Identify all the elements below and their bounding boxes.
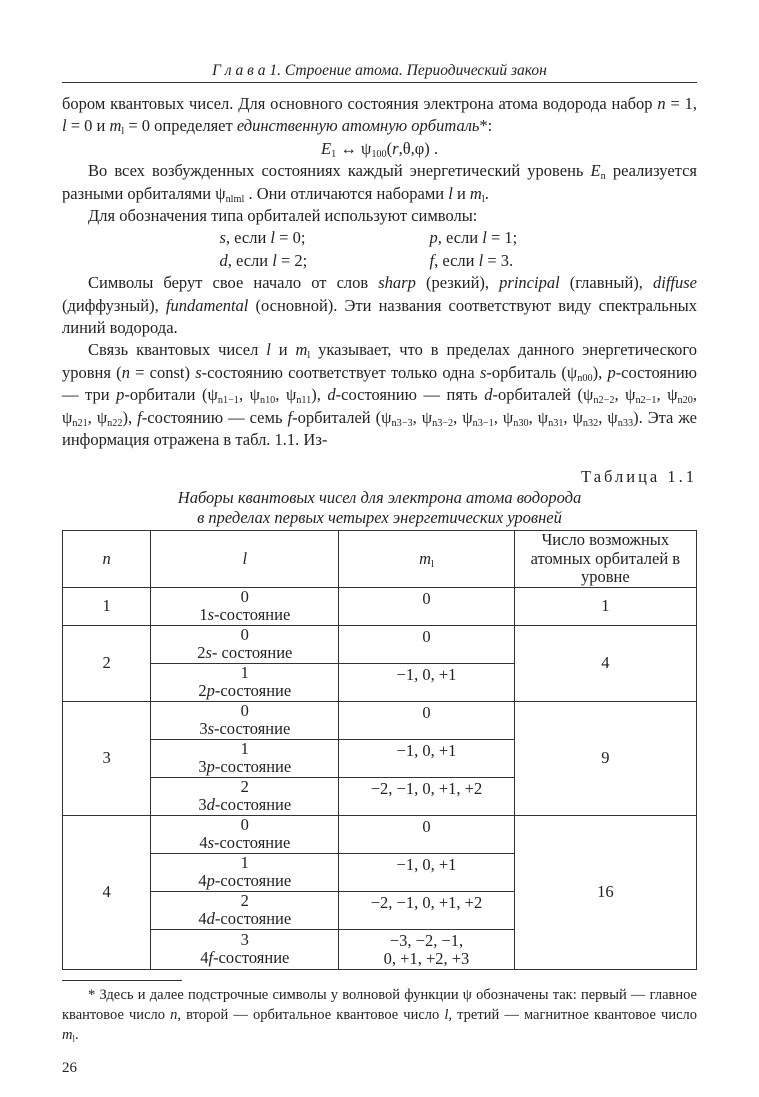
column-header bbox=[514, 530, 696, 587]
cell-ml bbox=[339, 929, 514, 969]
running-header: Г л а в а 1. Строение атома. Периодический закон bbox=[212, 62, 547, 79]
ml-line: −1, 0, +1 bbox=[396, 740, 457, 760]
subscript: n30 bbox=[513, 417, 529, 429]
l-value: 0 bbox=[240, 700, 249, 720]
state-label bbox=[155, 758, 334, 777]
italic-run: l bbox=[448, 183, 453, 203]
ml-line: 0, +1, +2, +3 bbox=[383, 949, 470, 969]
text-run: ↔ ψ bbox=[336, 138, 372, 158]
table-row bbox=[63, 625, 697, 663]
text-run: и bbox=[270, 340, 296, 360]
italic-run: m bbox=[62, 1026, 73, 1043]
text-run: бором квантовых чисел. Для основного состояния электрона атома водорода набор bbox=[62, 94, 658, 113]
text-run: , ψ bbox=[238, 385, 260, 405]
text-run: = 3. bbox=[483, 250, 514, 270]
l-value: 1 bbox=[240, 738, 249, 758]
text-run: Число возможных атомных орбиталей в уровне bbox=[530, 530, 681, 587]
italic-run: p bbox=[206, 681, 215, 701]
italic-run: n bbox=[170, 1006, 178, 1023]
text-run: Во всех возбужденных состояниях каждый энергетический уровень bbox=[88, 161, 591, 181]
italic-run: d bbox=[327, 385, 336, 405]
italic-run: s bbox=[195, 362, 202, 382]
l-value: 0 bbox=[240, 586, 249, 606]
subscript: 100 bbox=[371, 148, 387, 160]
quantum-numbers-table bbox=[62, 530, 697, 970]
text-run: = 0; bbox=[275, 228, 306, 248]
page-number: 26 bbox=[62, 1059, 77, 1076]
subscript: l bbox=[307, 350, 311, 362]
italic-run: f bbox=[208, 948, 214, 968]
subscript: n2−2 bbox=[593, 395, 615, 407]
italic-run: p bbox=[607, 362, 616, 382]
italic-run: s bbox=[219, 228, 226, 248]
text-run: 1 bbox=[199, 605, 208, 625]
italic-run: единственную атомную орбиталь bbox=[236, 116, 480, 136]
state-label bbox=[155, 910, 334, 929]
orbital-symbol bbox=[430, 227, 580, 249]
table-row bbox=[63, 815, 697, 853]
cell-orbital-count: 16 bbox=[514, 815, 696, 969]
l-value: 2 bbox=[240, 776, 249, 796]
italic-run: p bbox=[206, 871, 215, 891]
italic-run: l bbox=[62, 116, 67, 136]
text-run: 2 bbox=[197, 643, 206, 663]
cell-n: 1 bbox=[63, 587, 151, 625]
cell-ml bbox=[339, 587, 514, 625]
italic-run: E bbox=[321, 138, 332, 158]
text-run: 3 bbox=[199, 719, 208, 739]
state-label bbox=[155, 644, 334, 663]
state-label bbox=[155, 796, 334, 815]
text-run: ), bbox=[311, 385, 328, 405]
table-row bbox=[63, 701, 697, 739]
text-run: указывает, что в пределах данного энергетического уровня ( bbox=[62, 340, 697, 382]
italic-run: d bbox=[484, 385, 493, 405]
l-value: 0 bbox=[240, 814, 249, 834]
subscript: n10 bbox=[259, 395, 276, 407]
text-run: Связь квантовых чисел bbox=[88, 340, 267, 360]
text-run: , ψ bbox=[275, 385, 297, 405]
italic-run: s bbox=[207, 605, 214, 625]
italic-run: p bbox=[429, 228, 438, 248]
cell-ml bbox=[339, 815, 514, 853]
text-run: -состояние bbox=[214, 757, 292, 777]
text-run: 4 bbox=[198, 909, 207, 929]
text-run: (диффузный), bbox=[62, 295, 166, 315]
text-run: * Здесь и далее подстрочные символы у волновой функции ψ обозначены так: первый — главное квантовое число bbox=[62, 986, 697, 1023]
text-run: реализуется разными орбиталями ψ bbox=[62, 161, 697, 203]
subscript: n bbox=[600, 171, 606, 183]
cell-l bbox=[151, 739, 339, 777]
text-run: - состояние bbox=[211, 643, 293, 663]
italic-run: d bbox=[219, 250, 228, 270]
ml-line: −1, 0, +1 bbox=[396, 664, 457, 684]
text-run: . bbox=[74, 1026, 79, 1043]
italic-run: m bbox=[109, 116, 122, 136]
state-label bbox=[155, 834, 334, 853]
italic-run: l bbox=[478, 250, 484, 270]
ml-line: −2, −1, 0, +1, +2 bbox=[370, 892, 483, 912]
paragraph bbox=[62, 138, 697, 160]
cell-n: 4 bbox=[63, 815, 151, 969]
text-run: , если bbox=[434, 250, 479, 270]
state-label bbox=[155, 606, 334, 625]
ml-line: −2, −1, 0, +1, +2 bbox=[370, 778, 483, 798]
italic-run: n bbox=[102, 548, 111, 568]
text-run: = 1, bbox=[665, 94, 697, 113]
text-run: -состояние bbox=[214, 795, 292, 815]
text-run: , ψ bbox=[62, 385, 697, 427]
text-run: ). Эта же информация отражена в табл. 1.1. Из- bbox=[62, 407, 697, 450]
text-run: = 2; bbox=[276, 250, 308, 270]
text-run: , если bbox=[225, 228, 271, 248]
subscript: n20 bbox=[677, 395, 693, 407]
subscript: n22 bbox=[107, 417, 123, 429]
italic-run: s bbox=[205, 643, 212, 663]
italic-run: m bbox=[469, 183, 482, 203]
subscript: n1−1 bbox=[217, 395, 239, 407]
subscript: n33 bbox=[617, 417, 634, 429]
text-run: , ψ bbox=[453, 407, 473, 427]
text-run: = 0 и bbox=[66, 116, 110, 136]
text-run: -состояние bbox=[214, 871, 292, 891]
table-row bbox=[63, 587, 697, 625]
italic-run: s bbox=[207, 833, 214, 853]
text-run: 3 bbox=[198, 757, 207, 777]
table-caption-line-1: Наборы квантовых чисел для электрона атома водорода bbox=[177, 487, 582, 507]
text-run: = 1; bbox=[486, 228, 518, 248]
l-value: 1 bbox=[240, 852, 249, 872]
text-run: -состояние bbox=[213, 719, 291, 739]
cell-l bbox=[151, 587, 339, 625]
text-run: , ψ bbox=[412, 407, 433, 427]
text-run: Для обозначения типа орбиталей используют символы: bbox=[88, 206, 478, 226]
text-run: ), bbox=[592, 362, 608, 382]
page-body bbox=[62, 0, 697, 1097]
italic-run: f bbox=[137, 407, 142, 427]
italic-run: principal bbox=[499, 273, 560, 293]
cell-ml bbox=[339, 853, 514, 891]
italic-run: f bbox=[429, 250, 435, 270]
orbital-symbols-list bbox=[62, 227, 697, 272]
italic-run: f bbox=[287, 407, 293, 427]
text-run: ), bbox=[122, 407, 138, 427]
cell-ml bbox=[339, 739, 514, 777]
subscript: l bbox=[431, 558, 434, 570]
text-run: , ψ bbox=[87, 407, 108, 427]
subscript: nlm bbox=[225, 193, 242, 205]
text-run: 2 bbox=[198, 681, 207, 701]
subscript: l bbox=[72, 1033, 75, 1044]
text-run: 3 bbox=[198, 795, 207, 815]
text-run: ,θ,φ) . bbox=[398, 138, 438, 158]
ml-line: 0 bbox=[422, 626, 431, 646]
cell-l bbox=[151, 663, 339, 701]
ml-line: −3, −2, −1, bbox=[389, 930, 464, 950]
text-run: (основной). Эти названия соответствуют виду спектральных линий водорода. bbox=[62, 295, 697, 338]
italic-run: p bbox=[206, 757, 215, 777]
cell-ml bbox=[339, 777, 514, 815]
text-run: = 0 определяет bbox=[124, 116, 237, 136]
text-run: , второй — орбитальное квантовое число bbox=[177, 1006, 445, 1023]
state-label bbox=[155, 872, 334, 891]
text-run: . Они отличаются наборами bbox=[244, 183, 449, 203]
cell-ml bbox=[339, 891, 514, 929]
text-run: -состоянию — пять bbox=[335, 385, 485, 405]
text-run: , третий — магнитное квантовое число bbox=[448, 1006, 697, 1023]
text-run: -состояние bbox=[213, 605, 291, 625]
table-caption-line-2: в пределах первых четырех энергетических уровней bbox=[197, 507, 562, 527]
italic-run: fundamental bbox=[165, 295, 249, 315]
subscript: l bbox=[481, 193, 485, 205]
subscript: n31 bbox=[548, 417, 564, 429]
text-run: Символы берут свое начало от слов bbox=[88, 273, 379, 293]
italic-run: d bbox=[206, 795, 215, 815]
italic-run: sharp bbox=[378, 273, 416, 293]
subscript: l bbox=[241, 193, 245, 205]
text-run: ( bbox=[386, 138, 393, 158]
italic-run: n bbox=[657, 94, 666, 113]
italic-run: l bbox=[444, 1006, 449, 1023]
text-run: *: bbox=[479, 116, 493, 136]
l-value: 1 bbox=[240, 662, 249, 682]
paragraph bbox=[62, 339, 697, 451]
text-run: , ψ bbox=[614, 385, 636, 405]
italic-run: E bbox=[590, 161, 601, 181]
state-label bbox=[155, 949, 334, 968]
italic-run: p bbox=[116, 385, 125, 405]
orbital-symbol bbox=[430, 250, 580, 272]
cell-l bbox=[151, 777, 339, 815]
paragraph bbox=[62, 160, 697, 205]
paragraph bbox=[62, 272, 697, 339]
state-label bbox=[155, 720, 334, 739]
text-run: 4 bbox=[199, 833, 208, 853]
text-run: -орбитали (ψ bbox=[124, 385, 218, 405]
text-run: = const) bbox=[129, 362, 196, 382]
cell-l bbox=[151, 815, 339, 853]
cell-l bbox=[151, 891, 339, 929]
cell-l bbox=[151, 701, 339, 739]
text-run: , ψ bbox=[493, 407, 514, 427]
cell-n: 3 bbox=[63, 701, 151, 815]
text-run: и bbox=[452, 183, 470, 203]
footnote-rule bbox=[62, 980, 182, 981]
table-header-row bbox=[63, 530, 697, 587]
l-value: 2 bbox=[240, 890, 249, 910]
italic-run: l bbox=[272, 250, 277, 270]
subscript: n32 bbox=[582, 417, 599, 429]
subscript: 1 bbox=[331, 148, 337, 160]
column-header bbox=[339, 530, 514, 587]
subscript: l bbox=[121, 126, 125, 138]
italic-run: n bbox=[121, 362, 130, 382]
text-run: , ψ bbox=[528, 407, 549, 427]
ml-line: −1, 0, +1 bbox=[396, 854, 457, 874]
ml-line: 0 bbox=[422, 588, 431, 608]
text-run: -орбиталей (ψ bbox=[492, 385, 594, 405]
orbital-symbol bbox=[220, 227, 370, 249]
text-run: -состоянию соответствует только одна bbox=[201, 362, 480, 382]
text-run: , если bbox=[437, 228, 483, 248]
text-run: 4 bbox=[200, 948, 209, 968]
text-run: , ψ bbox=[598, 407, 618, 427]
cell-orbital-count: 4 bbox=[514, 625, 696, 701]
orbital-symbol bbox=[220, 250, 370, 272]
cell-n: 2 bbox=[63, 625, 151, 701]
italic-run: l bbox=[266, 340, 271, 360]
italic-run: s bbox=[479, 362, 487, 382]
text-run: , если bbox=[227, 250, 273, 270]
l-value: 3 bbox=[240, 929, 249, 949]
text-run: -орбиталей (ψ bbox=[292, 407, 392, 427]
text-run: -состояние bbox=[213, 833, 291, 853]
cell-l bbox=[151, 625, 339, 663]
subscript: n11 bbox=[296, 395, 312, 407]
text-run: 4 bbox=[198, 871, 207, 891]
paragraphs-main bbox=[62, 272, 697, 451]
italic-run: d bbox=[206, 909, 215, 929]
ml-line: 0 bbox=[422, 702, 431, 722]
paragraph bbox=[62, 205, 697, 227]
state-label bbox=[155, 682, 334, 701]
text-run: -состоянию — три bbox=[62, 362, 697, 405]
cell-l bbox=[151, 853, 339, 891]
text-run: . bbox=[484, 183, 489, 203]
text-run: -состояние bbox=[214, 909, 292, 929]
cell-ml bbox=[339, 701, 514, 739]
italic-run: l bbox=[270, 228, 276, 248]
cell-l bbox=[151, 929, 339, 969]
paragraph bbox=[62, 93, 697, 138]
italic-run: m bbox=[295, 340, 308, 360]
subscript: n2−1 bbox=[635, 395, 657, 407]
text-run: -состояние bbox=[213, 948, 290, 968]
subscript: n21 bbox=[72, 417, 88, 429]
italic-run: diffuse bbox=[653, 273, 697, 293]
italic-run: m bbox=[419, 548, 432, 568]
footnote bbox=[62, 985, 697, 1045]
text-run: (резкий), bbox=[415, 273, 500, 293]
paragraphs-intro bbox=[62, 93, 697, 227]
column-header bbox=[151, 530, 339, 587]
subscript: n00 bbox=[577, 372, 593, 384]
cell-ml bbox=[339, 663, 514, 701]
text-run: , ψ bbox=[656, 385, 678, 405]
italic-run: r bbox=[392, 138, 399, 158]
text-run: -состоянию — семь bbox=[141, 407, 288, 427]
cell-orbital-count: 1 bbox=[514, 587, 696, 625]
l-value: 0 bbox=[240, 624, 249, 644]
cell-ml bbox=[339, 625, 514, 663]
text-run: -орбиталь (ψ bbox=[486, 362, 578, 382]
table-number: Таблица 1.1 bbox=[581, 466, 697, 486]
text-run: -состояние bbox=[214, 681, 292, 701]
column-header bbox=[63, 530, 151, 587]
ml-line: 0 bbox=[422, 816, 431, 836]
italic-run: l bbox=[482, 228, 487, 248]
text-run: , ψ bbox=[563, 407, 583, 427]
text-run: (главный), bbox=[559, 273, 653, 293]
cell-orbital-count: 9 bbox=[514, 701, 696, 815]
subscript: n3−3 bbox=[391, 417, 413, 429]
subscript: n3−1 bbox=[472, 417, 494, 429]
italic-run: l bbox=[242, 548, 248, 568]
subscript: n3−2 bbox=[432, 417, 454, 429]
italic-run: s bbox=[207, 719, 214, 739]
